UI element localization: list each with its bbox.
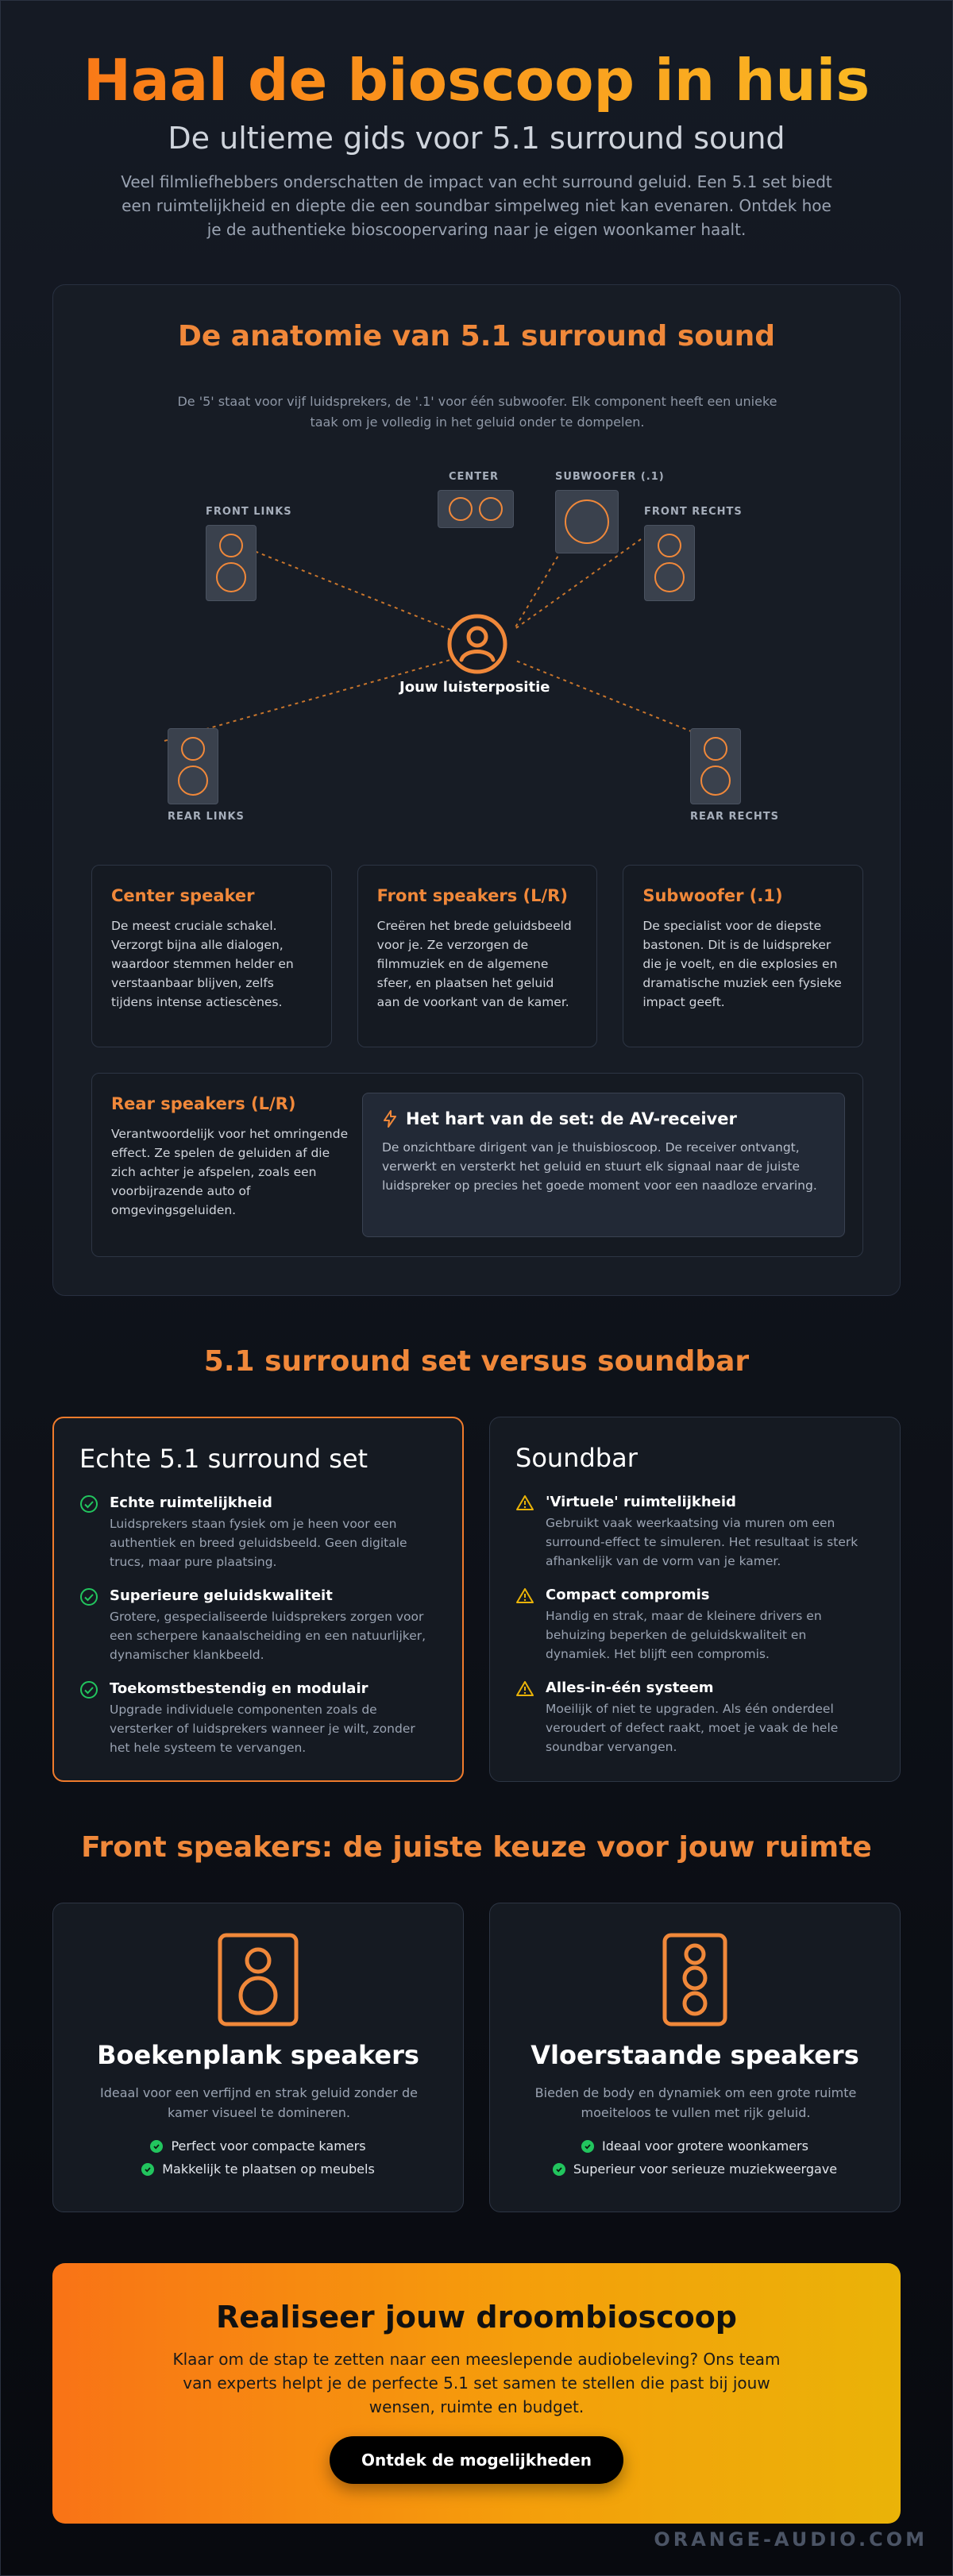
- page-subtitle: De ultieme gids voor 5.1 surround sound: [168, 121, 785, 156]
- item-title: Alles-in-één systeem: [546, 1679, 714, 1696]
- receiver-text: De onzichtbare dirigent van je thuisbioscoop. De receiver ontvangt, verwerkt en versterkt het geluid en stuurt elk signaal naar de juiste luidspreker op precies het goede moment voor een naadloze ervaring.: [382, 1140, 817, 1193]
- center-label: CENTER: [449, 471, 500, 483]
- bookshelf-speaker-icon: [217, 1932, 299, 2027]
- item-text: Moeilijk of niet te upgraden. Als één onderdeel veroudert of defect raakt, moet je vaak de hele soundbar vervangen.: [546, 1702, 839, 1754]
- floorstanding-title: Vloerstaande speakers: [531, 2040, 859, 2070]
- list-item: [515, 1679, 874, 1757]
- card-title: Center speaker: [111, 886, 255, 905]
- item-title: Superieure geluidskwaliteit: [110, 1587, 333, 1604]
- item-title: Toekomstbestendig en modulair: [110, 1680, 368, 1697]
- check-circle-icon: [79, 1587, 98, 1606]
- check-icon: [581, 2140, 594, 2153]
- listener-icon: [446, 612, 509, 676]
- surround-set-card: [52, 1417, 464, 1782]
- rear-right-speaker: [690, 728, 741, 804]
- listener-label: Jouw luisterpositie: [399, 679, 550, 696]
- item-text: Luidsprekers staan fysiek om je heen voor een authentiek en breed geluidsbeeld. Geen digitale trucs, maar pure plaatsing.: [110, 1517, 407, 1569]
- warning-icon: [515, 1494, 534, 1513]
- cta-title: Realiseer jouw droombioscoop: [215, 2300, 738, 2335]
- warning-icon: [515, 1587, 534, 1606]
- footer-brand: ORANGE-AUDIO.COM: [654, 2528, 928, 2551]
- card-text: Verantwoordelijk voor het omringende effect. Ze spelen de geluiden af die zich achter je afspelen, zoals een voorbijrazende auto of omgevingsgeluiden.: [111, 1127, 349, 1217]
- list-item: [515, 1587, 874, 1664]
- speaker-cards: [91, 865, 863, 1047]
- check-icon: [553, 2163, 565, 2176]
- rear-speakers-card: [111, 1094, 349, 1220]
- subwoofer-card: [623, 865, 863, 1047]
- item-title: Echte ruimtelijkheid: [110, 1494, 272, 1511]
- soundbar-card: [489, 1417, 901, 1782]
- item-text: Grotere, gespecialiseerde luidsprekers zorgen voor een scherpere kanaalscheiding en een natuurlijker, dynamischer klankbeeld.: [110, 1610, 426, 1662]
- item-title: Compact compromis: [546, 1587, 710, 1603]
- floorstanding-speaker-icon: [662, 1932, 728, 2027]
- check-circle-icon: [79, 1494, 98, 1514]
- floorstanding-text: Bieden de body en dynamiek om een grote ruimte moeiteloos te vullen met rijk geluid.: [534, 2085, 857, 2120]
- surround-title: Echte 5.1 surround set: [79, 1444, 368, 1474]
- bookshelf-text: Ideaal voor een verfijnd en strak geluid zonder de kamer visueel te domineren.: [100, 2085, 418, 2120]
- list-item: [515, 1494, 874, 1571]
- anatomy-intro: De '5' staat voor vijf luidsprekers, de '.1' voor één subwoofer. Elk component heeft een unieke taak om je volledig in het geluid onder te dompelen.: [177, 394, 777, 430]
- item-text: Upgrade individuele componenten zoals de versterker of luidsprekers wanneer je wilt, zonder het hele systeem te vervangen.: [110, 1703, 415, 1755]
- bookshelf-card: [52, 1903, 464, 2212]
- hero-intro: Veel filmliefhebbers onderschatten de impact van echt surround geluid. Een 5.1 set biedt een ruimtelijkheid en diepte die een soundbar simpelweg niet kan evenaren. Ontdek hoe je de authentieke bioscoopervaring naar je eigen woonkamer haalt.: [121, 172, 832, 239]
- front-right-label: FRONT RECHTS: [644, 506, 743, 518]
- anatomy-title: De anatomie van 5.1 surround sound: [177, 320, 776, 353]
- center-speaker-card: [91, 865, 332, 1047]
- card-text: De specialist voor de diepste bastonen. Dit is de luidspreker die je voelt, en die explosies en dramatische muziek een fysieke impact geeft.: [642, 919, 842, 1009]
- receiver-title: Het hart van de set: de AV-receiver: [406, 1109, 737, 1128]
- comparison-title: 5.1 surround set versus soundbar: [203, 1345, 750, 1378]
- cta-banner: [52, 2263, 901, 2524]
- bookshelf-points: [53, 2138, 463, 2177]
- item-text: Handig en strak, maar de kleinere drivers en behuizing beperken de geluidskwaliteit en dynamiek. Het blijft een compromis.: [546, 1609, 822, 1661]
- receiver-card: [362, 1093, 845, 1237]
- floorstanding-card: [489, 1903, 901, 2212]
- list-item: Superieur voor serieuze muziekweergave: [553, 2161, 837, 2177]
- front-speakers-card: [357, 865, 598, 1047]
- card-text: De meest cruciale schakel. Verzorgt bijna alle dialogen, waardoor stemmen helder en verstaanbaar blijven, zelfs tijdens intense actiescènes.: [111, 919, 294, 1009]
- card-title: Front speakers (L/R): [376, 886, 568, 905]
- lightning-icon: [382, 1110, 398, 1128]
- check-circle-icon: [79, 1680, 98, 1699]
- floorstanding-points: [490, 2138, 900, 2177]
- list-item: [79, 1494, 437, 1571]
- check-icon: [141, 2163, 154, 2176]
- card-title: Subwoofer (.1): [642, 886, 783, 905]
- rear-right-label: REAR RECHTS: [690, 811, 780, 823]
- cta-text: Klaar om de stap te zetten naar een meeslepende audiobeleving? Ons team van experts helpt je de perfecte 5.1 set samen te stellen die past bij jouw wensen, ruimte en budget.: [172, 2350, 781, 2416]
- list-item: Ideaal voor grotere woonkamers: [581, 2138, 808, 2154]
- rear-left-speaker: [168, 728, 218, 804]
- check-icon: [150, 2140, 163, 2153]
- card-title: Rear speakers (L/R): [111, 1094, 296, 1113]
- subwoofer-speaker: [555, 490, 619, 553]
- rear-left-label: REAR LINKS: [168, 811, 245, 823]
- list-item: [79, 1587, 437, 1664]
- list-item: [79, 1680, 437, 1757]
- front-left-label: FRONT LINKS: [206, 506, 292, 518]
- anatomy-panel: [52, 284, 901, 1296]
- center-speaker: [438, 490, 514, 528]
- front-speakers-title: Front speakers: de juiste keuze voor jouw ruimte: [81, 1831, 872, 1864]
- front-left-speaker: [206, 525, 257, 601]
- discover-options-button[interactable]: Ontdek de mogelijkheden: [330, 2436, 623, 2484]
- soundbar-title: Soundbar: [515, 1443, 638, 1473]
- page-title: Haal de bioscoop in huis: [0, 44, 953, 116]
- hero: [0, 44, 953, 241]
- receiver-heading: [382, 1109, 825, 1128]
- list-item: Makkelijk te plaatsen op meubels: [141, 2161, 375, 2177]
- list-item: Perfect voor compacte kamers: [150, 2138, 365, 2154]
- subwoofer-label: SUBWOOFER (.1): [555, 471, 665, 483]
- bookshelf-title: Boekenplank speakers: [97, 2040, 419, 2070]
- item-text: Gebruikt vaak weerkaatsing via muren om een surround-effect te simuleren. Het resultaat is sterk afhankelijk van de vorm van je kamer.: [546, 1516, 858, 1568]
- rear-and-receiver-box: [91, 1073, 863, 1257]
- warning-icon: [515, 1679, 534, 1699]
- item-title: 'Virtuele' ruimtelijkheid: [546, 1494, 736, 1510]
- card-text: Creëren het brede geluidsbeeld voor je. Ze verzorgen de filmmuziek en de algemene sfeer, en plaatsen het geluid aan de voorkant van de kamer.: [376, 919, 572, 1009]
- speaker-diagram: [53, 444, 901, 823]
- front-right-speaker: [644, 525, 695, 601]
